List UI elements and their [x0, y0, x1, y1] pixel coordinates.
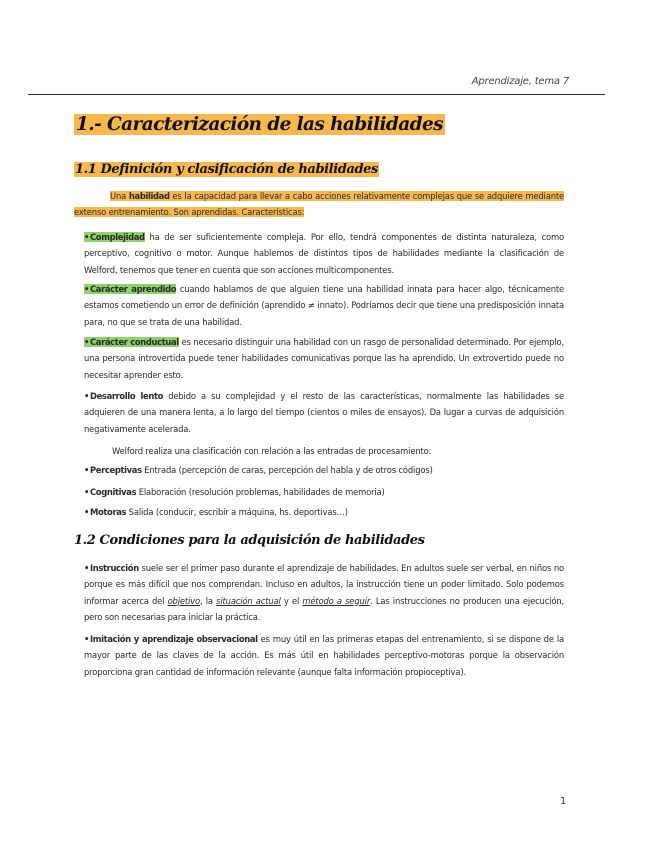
list-item-caracter-aprendido: •Carácter aprendido cuando hablamos de que alguien tiene una habilidad innata para hacer algo, técnicamente estamos cometiendo un error de definición (aprendido ≠ innato). Podríamos decir que tiene una predisposición innata para, no que se trata de una habilidad.	[84, 284, 564, 327]
text-perceptivas: Entrada (percepción de caras, percepción del habla y de otros códigos)	[141, 465, 433, 475]
term-cognitivas: Cognitivas	[90, 487, 137, 497]
running-header: Aprendizaje, tema 7	[471, 76, 569, 87]
list-item-perceptivas: •Perceptivas Entrada (percepción de caras, percepción del habla y de otros códigos)	[84, 465, 433, 475]
term-desarrollo-lento: Desarrollo lento	[90, 391, 164, 401]
page-number: 1	[560, 796, 567, 807]
term-perceptivas: Perceptivas	[90, 465, 142, 475]
term-caracter-conductual: Carácter conductual	[90, 337, 179, 347]
list-item-complejidad: •Complejidad ha de ser suficientemente compleja. Por ello, tendrá componentes de distinta naturaleza, como perceptivo, cognitivo o motor. Aunque hablemos de distintos tipos de habilidades mediante la clasificación de Welford, tenemos que tener en cuenta que son acciones multicomponentes.	[84, 232, 564, 275]
list-item-motoras: •Motoras Salida (conducir, escribir a máquina, hs. deportivas…)	[84, 507, 348, 517]
text-caracter-conductual: es necesario distinguir una habilidad con un rasgo de personalidad determinado. Por ejemplo, una persona introvertida puede tener habilidades comunicativas porque las ha aprendido. Un extrovertido puede no necesitar aprender esto.	[84, 337, 564, 380]
term-instruccion: Instrucción	[90, 563, 139, 573]
section-heading-definicion-text: 1.1 Definición y clasificación de habilidades	[75, 162, 378, 177]
intro-pre: Una	[110, 191, 129, 201]
text-complejidad: ha de ser suficientemente compleja. Por ello, tendrá componentes de distinta naturaleza, como perceptivo, cognitivo o motor. Aunque hablemos de distintos tipos de habilidades mediante la clasificación de Welford, tenemos que tener en cuenta que son acciones multicomponentes.	[84, 232, 564, 275]
intro-post: es la capacidad para llevar a cabo acciones relativamente complejas que se adquiere mediante extenso entrenamiento. Son aprendidas. Características:	[74, 191, 564, 218]
list-item-desarrollo-lento: •Desarrollo lento debido a su complejidad y el resto de las características, normalmente las habilidades se adquieren de una manera lenta, a lo largo del tiempo (cientos o miles de ensayos). Da lugar a curvas de adquisición negativamente acelerada.	[84, 391, 564, 434]
text-instruccion-b: , la	[200, 595, 217, 606]
text-imitacion: es muy útil en las primeras etapas del entrenamiento, si se dispone de la mayor parte de las claves de la acción. Es más útil en habilidades perceptivo-motoras porque la observación proporciona gran cantidad de información relevante (aunque falta información propioceptiva).	[84, 634, 564, 677]
text-instruccion-c: y el	[280, 595, 303, 606]
list-item-imitacion: •Imitación y aprendizaje observacional es muy útil en las primeras etapas del entrenamiento, si se dispone de la mayor parte de las claves de la acción. Es más útil en habilidades perceptivo-motoras porque la observación proporciona gran cantidad de información relevante (aunque falta información propioceptiva).	[84, 634, 564, 677]
section-heading-definicion	[74, 162, 379, 177]
emphasis-objetivo: objetivo	[167, 595, 200, 606]
term-caracter-aprendido: Carácter aprendido	[90, 284, 177, 294]
welford-note: Welford realiza una clasificación con relación a las entradas de procesamiento:	[112, 446, 432, 456]
text-caracter-aprendido: cuando hablamos de que alguien tiene una habilidad innata para hacer algo, técnicamente estamos cometiendo un error de definición (aprendido ≠ innato). Podríamos decir que tiene una predisposición innata para, no que se trata de una habilidad.	[84, 284, 564, 327]
text-instruccion-d: . Las instrucciones no producen una ejecución, pero son necesarias para iniciar la práctica.	[84, 595, 564, 622]
emphasis-metodo-a-seguir: método a seguir	[302, 595, 371, 606]
term-imitacion: Imitación y aprendizaje observacional	[90, 634, 258, 644]
text-desarrollo-lento: debido a su complejidad y el resto de las características, normalmente las habilidades se adquieren de una manera lenta, a lo largo del tiempo (cientos o miles de ensayos). Da lugar a curvas de adquisición negativamente acelerada.	[84, 391, 564, 434]
intro-paragraph	[74, 188, 564, 221]
list-item-instruccion: •Instrucción suele ser el primer paso durante el aprendizaje de habilidades. En adultos suele ser verbal, en niños no porque es más difícil que nos comprendan. Incluso en adultos, la instrucción tiene un poder limitado. Solo podemos informar acerca del objetivo, la situación actual y el método a seguir. Las instrucciones no producen una ejecución, pero son necesarias para iniciar la práctica.	[84, 563, 564, 622]
section-heading-condiciones-text: 1.2 Condiciones para la adquisición de habilidades	[74, 533, 425, 548]
intro-term: habilidad	[128, 191, 170, 201]
header-divider	[28, 94, 605, 95]
list-item-caracter-conductual: •Carácter conductual es necesario distinguir una habilidad con un rasgo de personalidad determinado. Por ejemplo, una persona introvertida puede tener habilidades comunicativas porque las ha aprendido. Un extrovertido puede no necesitar aprender esto.	[84, 337, 564, 380]
term-motoras: Motoras	[90, 507, 127, 517]
text-instruccion-a: suele ser el primer paso durante el aprendizaje de habilidades. En adultos suele ser verbal, en niños no porque es más difícil que nos comprendan. Incluso en adultos, la instrucción tiene un poder limitado. Solo podemos informar acerca del	[84, 563, 564, 606]
section-heading-condiciones	[74, 533, 425, 548]
text-motoras: Salida (conducir, escribir a máquina, hs. deportivas…)	[126, 507, 348, 517]
list-item-cognitivas: •Cognitivas Elaboración (resolución problemas, habilidades de memoria)	[84, 487, 385, 497]
emphasis-situacion-actual: situación actual	[216, 595, 281, 606]
term-complejidad: Complejidad	[90, 232, 145, 242]
text-cognitivas: Elaboración (resolución problemas, habilidades de memoria)	[136, 487, 385, 497]
page-title-text: 1.- Caracterización de las habilidades	[76, 114, 443, 135]
page-title	[74, 114, 445, 135]
